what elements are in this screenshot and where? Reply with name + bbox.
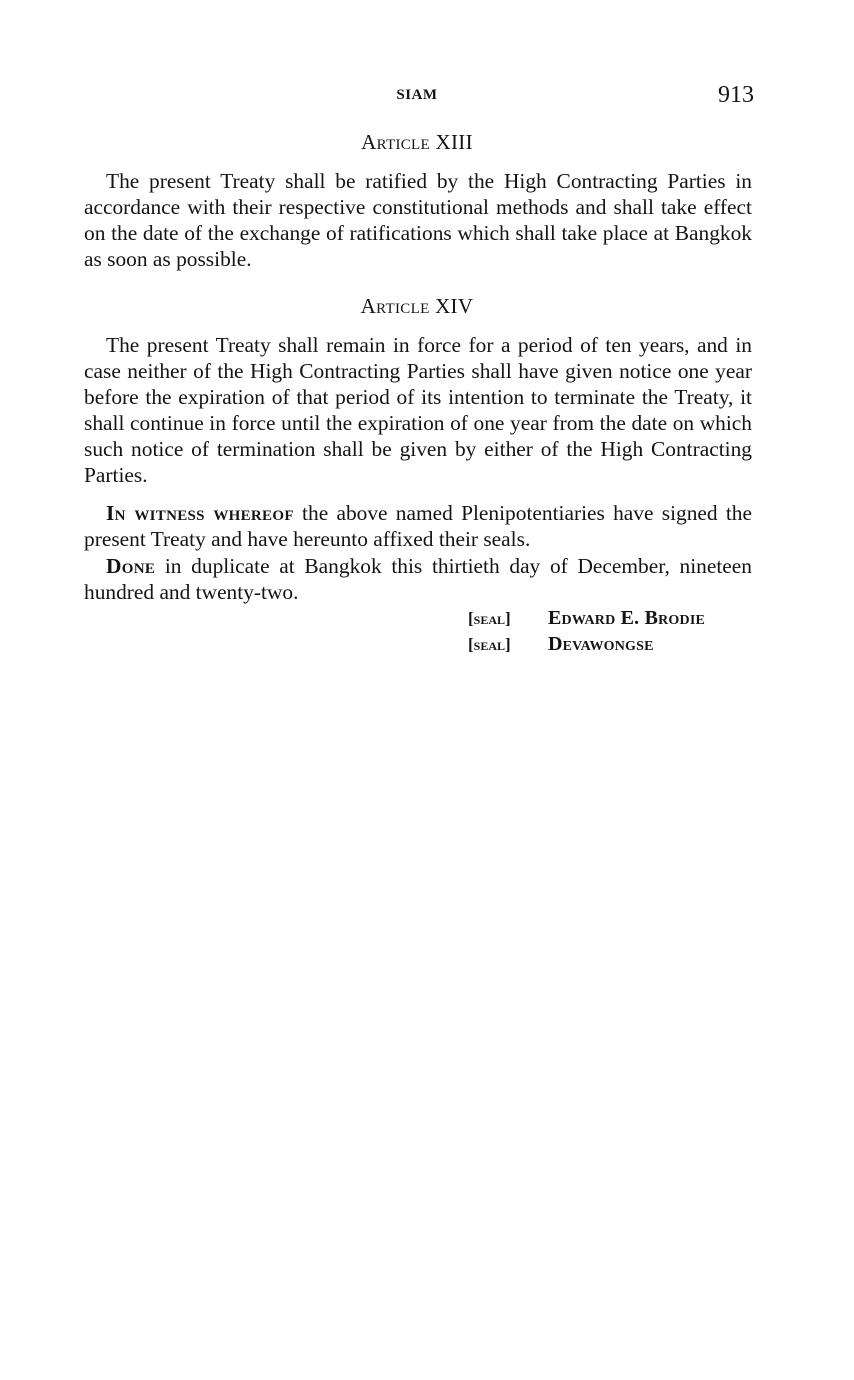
done-lead: Done bbox=[106, 554, 156, 578]
article-14-heading: Article XIV bbox=[360, 294, 474, 318]
witness-paragraph bbox=[84, 500, 752, 552]
running-title: SIAM bbox=[396, 87, 438, 103]
article-13-paragraph: The present Treaty shall be ratified by the High Contracting Parties in accordance with their respective constitutional methods and shall take effect on the date of the exchange of ratifications which shall take place at Bangkok as soon as possible. bbox=[84, 169, 752, 271]
article-13-heading: Article XIII bbox=[361, 130, 473, 154]
page-number: 913 bbox=[718, 82, 754, 108]
signer-name: Edward E. Brodie bbox=[548, 607, 706, 629]
signature-line bbox=[468, 607, 705, 631]
signature-line bbox=[468, 633, 654, 657]
article-14-paragraph: The present Treaty shall remain in force for a period of ten years, and in case neither of the High Contracting Parties shall have given notice one year before the expiration of that period of its intention to terminate the Treaty, it shall continue in force until the expiration of one year from the date on which such notice of termination shall be given by either of the High Contracting Parties. bbox=[84, 333, 752, 487]
witness-lead: In witness whereof bbox=[106, 501, 294, 525]
signer-name: Devawongse bbox=[548, 633, 654, 655]
done-paragraph bbox=[84, 553, 752, 605]
witness-text: the above named Plenipotentiaries have signed the present Treaty and have hereunto affixed their seals. bbox=[84, 501, 752, 551]
seal-mark: [seal] bbox=[468, 609, 511, 628]
done-text: in duplicate at Bangkok this thirtieth day of December, nineteen hundred and twenty-two. bbox=[84, 554, 752, 604]
running-head bbox=[0, 82, 854, 112]
seal-mark: [seal] bbox=[468, 635, 511, 654]
